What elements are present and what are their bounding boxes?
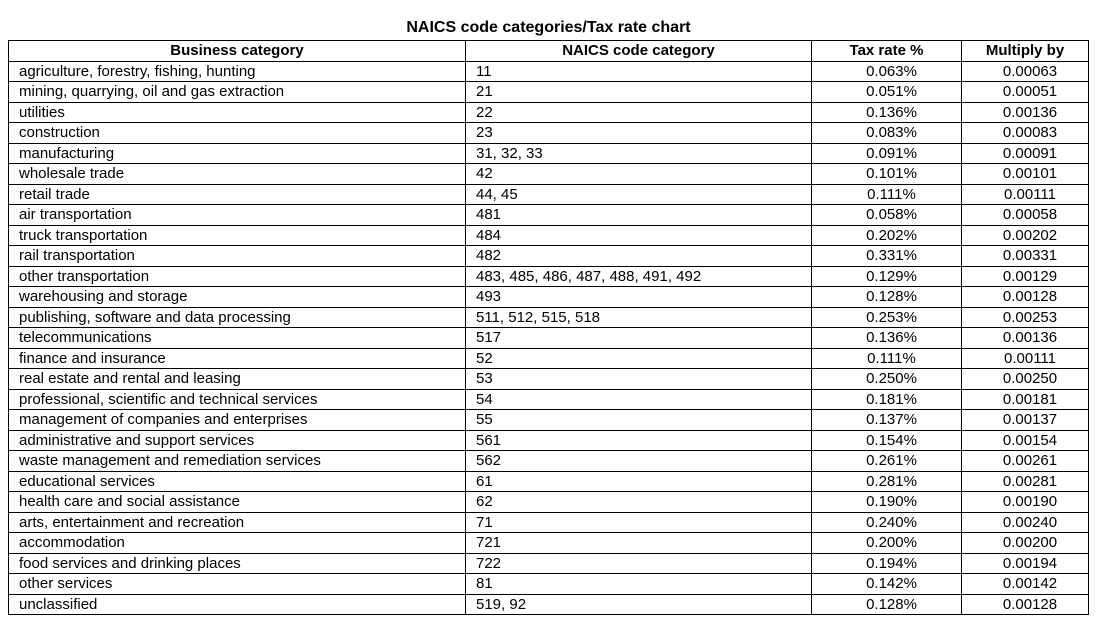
multiply-by-cell: 0.00142 <box>962 574 1089 595</box>
business-category-cell: mining, quarrying, oil and gas extraction <box>9 82 466 103</box>
table-row <box>9 287 1089 308</box>
table-row <box>9 123 1089 144</box>
multiply-by-cell: 0.00202 <box>962 225 1089 246</box>
multiply-by-cell: 0.00137 <box>962 410 1089 431</box>
header-business-category: Business category <box>9 41 466 62</box>
multiply-by-cell: 0.00281 <box>962 471 1089 492</box>
table-row <box>9 205 1089 226</box>
multiply-by-cell: 0.00111 <box>962 348 1089 369</box>
business-category-cell: waste management and remediation services <box>9 451 466 472</box>
tax-rate-cell: 0.154% <box>812 430 962 451</box>
multiply-by-cell: 0.00253 <box>962 307 1089 328</box>
tax-rate-cell: 0.190% <box>812 492 962 513</box>
tax-rate-cell: 0.101% <box>812 164 962 185</box>
naics-code-cell: 722 <box>466 553 812 574</box>
naics-code-cell: 721 <box>466 533 812 554</box>
multiply-by-cell: 0.00058 <box>962 205 1089 226</box>
business-category-cell: construction <box>9 123 466 144</box>
naics-code-cell: 483, 485, 486, 487, 488, 491, 492 <box>466 266 812 287</box>
naics-code-cell: 484 <box>466 225 812 246</box>
tax-rate-cell: 0.111% <box>812 348 962 369</box>
multiply-by-cell: 0.00240 <box>962 512 1089 533</box>
tax-rate-cell: 0.281% <box>812 471 962 492</box>
business-category-cell: retail trade <box>9 184 466 205</box>
naics-code-cell: 511, 512, 515, 518 <box>466 307 812 328</box>
business-category-cell: air transportation <box>9 205 466 226</box>
tax-rate-cell: 0.129% <box>812 266 962 287</box>
multiply-by-cell: 0.00250 <box>962 369 1089 390</box>
naics-code-cell: 21 <box>466 82 812 103</box>
header-naics-code-category: NAICS code category <box>466 41 812 62</box>
naics-code-cell: 61 <box>466 471 812 492</box>
multiply-by-cell: 0.00128 <box>962 594 1089 615</box>
multiply-by-cell: 0.00181 <box>962 389 1089 410</box>
table-row <box>9 471 1089 492</box>
business-category-cell: telecommunications <box>9 328 466 349</box>
business-category-cell: food services and drinking places <box>9 553 466 574</box>
tax-rate-cell: 0.142% <box>812 574 962 595</box>
table-row <box>9 184 1089 205</box>
tax-rate-cell: 0.063% <box>812 61 962 82</box>
naics-code-cell: 55 <box>466 410 812 431</box>
table-row <box>9 430 1089 451</box>
table-row <box>9 307 1089 328</box>
table-row <box>9 164 1089 185</box>
tax-rate-cell: 0.331% <box>812 246 962 267</box>
multiply-by-cell: 0.00200 <box>962 533 1089 554</box>
tax-rate-cell: 0.136% <box>812 328 962 349</box>
naics-code-cell: 519, 92 <box>466 594 812 615</box>
tax-rate-cell: 0.253% <box>812 307 962 328</box>
naics-code-cell: 52 <box>466 348 812 369</box>
header-tax-rate: Tax rate % <box>812 41 962 62</box>
tax-rate-cell: 0.128% <box>812 594 962 615</box>
business-category-cell: management of companies and enterprises <box>9 410 466 431</box>
tax-rate-cell: 0.083% <box>812 123 962 144</box>
table-row <box>9 574 1089 595</box>
table-row <box>9 512 1089 533</box>
table-row <box>9 328 1089 349</box>
multiply-by-cell: 0.00331 <box>962 246 1089 267</box>
table-row <box>9 492 1089 513</box>
table-row <box>9 143 1089 164</box>
tax-rate-cell: 0.058% <box>812 205 962 226</box>
tax-rate-cell: 0.128% <box>812 287 962 308</box>
multiply-by-cell: 0.00128 <box>962 287 1089 308</box>
multiply-by-cell: 0.00190 <box>962 492 1089 513</box>
multiply-by-cell: 0.00111 <box>962 184 1089 205</box>
naics-code-cell: 53 <box>466 369 812 390</box>
multiply-by-cell: 0.00194 <box>962 553 1089 574</box>
business-category-cell: warehousing and storage <box>9 287 466 308</box>
table-body <box>9 61 1089 615</box>
tax-rate-cell: 0.137% <box>812 410 962 431</box>
business-category-cell: professional, scientific and technical services <box>9 389 466 410</box>
tax-rate-table <box>8 40 1089 615</box>
tax-rate-cell: 0.202% <box>812 225 962 246</box>
multiply-by-cell: 0.00091 <box>962 143 1089 164</box>
tax-rate-cell: 0.194% <box>812 553 962 574</box>
naics-code-cell: 482 <box>466 246 812 267</box>
naics-code-cell: 54 <box>466 389 812 410</box>
table-row <box>9 61 1089 82</box>
multiply-by-cell: 0.00136 <box>962 328 1089 349</box>
multiply-by-cell: 0.00101 <box>962 164 1089 185</box>
naics-code-cell: 81 <box>466 574 812 595</box>
naics-code-cell: 22 <box>466 102 812 123</box>
tax-rate-cell: 0.136% <box>812 102 962 123</box>
table-row <box>9 533 1089 554</box>
table-row <box>9 410 1089 431</box>
business-category-cell: other transportation <box>9 266 466 287</box>
table-row <box>9 246 1089 267</box>
naics-code-cell: 11 <box>466 61 812 82</box>
naics-code-cell: 561 <box>466 430 812 451</box>
table-row <box>9 348 1089 369</box>
multiply-by-cell: 0.00136 <box>962 102 1089 123</box>
business-category-cell: arts, entertainment and recreation <box>9 512 466 533</box>
multiply-by-cell: 0.00051 <box>962 82 1089 103</box>
table-row <box>9 225 1089 246</box>
naics-code-cell: 517 <box>466 328 812 349</box>
multiply-by-cell: 0.00083 <box>962 123 1089 144</box>
tax-rate-cell: 0.240% <box>812 512 962 533</box>
tax-rate-cell: 0.200% <box>812 533 962 554</box>
table-row <box>9 102 1089 123</box>
naics-code-cell: 562 <box>466 451 812 472</box>
business-category-cell: administrative and support services <box>9 430 466 451</box>
multiply-by-cell: 0.00154 <box>962 430 1089 451</box>
business-category-cell: rail transportation <box>9 246 466 267</box>
table-row <box>9 594 1089 615</box>
table-row <box>9 82 1089 103</box>
table-row <box>9 451 1089 472</box>
table-row <box>9 389 1089 410</box>
business-category-cell: manufacturing <box>9 143 466 164</box>
table-row <box>9 369 1089 390</box>
multiply-by-cell: 0.00129 <box>962 266 1089 287</box>
naics-code-cell: 23 <box>466 123 812 144</box>
business-category-cell: accommodation <box>9 533 466 554</box>
business-category-cell: unclassified <box>9 594 466 615</box>
business-category-cell: health care and social assistance <box>9 492 466 513</box>
multiply-by-cell: 0.00261 <box>962 451 1089 472</box>
tax-rate-cell: 0.250% <box>812 369 962 390</box>
business-category-cell: utilities <box>9 102 466 123</box>
tax-rate-cell: 0.111% <box>812 184 962 205</box>
naics-code-cell: 31, 32, 33 <box>466 143 812 164</box>
table-header-row <box>9 41 1089 62</box>
naics-code-cell: 71 <box>466 512 812 533</box>
tax-rate-cell: 0.091% <box>812 143 962 164</box>
table-row <box>9 266 1089 287</box>
naics-code-cell: 493 <box>466 287 812 308</box>
tax-rate-cell: 0.261% <box>812 451 962 472</box>
chart-title: NAICS code categories/Tax rate chart <box>406 19 691 36</box>
business-category-cell: truck transportation <box>9 225 466 246</box>
multiply-by-cell: 0.00063 <box>962 61 1089 82</box>
header-multiply-by: Multiply by <box>962 41 1089 62</box>
naics-code-cell: 42 <box>466 164 812 185</box>
business-category-cell: agriculture, forestry, fishing, hunting <box>9 61 466 82</box>
business-category-cell: real estate and rental and leasing <box>9 369 466 390</box>
business-category-cell: publishing, software and data processing <box>9 307 466 328</box>
table-row <box>9 553 1089 574</box>
business-category-cell: other services <box>9 574 466 595</box>
tax-rate-cell: 0.051% <box>812 82 962 103</box>
naics-code-cell: 481 <box>466 205 812 226</box>
naics-code-cell: 62 <box>466 492 812 513</box>
business-category-cell: educational services <box>9 471 466 492</box>
business-category-cell: finance and insurance <box>9 348 466 369</box>
tax-rate-cell: 0.181% <box>812 389 962 410</box>
business-category-cell: wholesale trade <box>9 164 466 185</box>
naics-code-cell: 44, 45 <box>466 184 812 205</box>
